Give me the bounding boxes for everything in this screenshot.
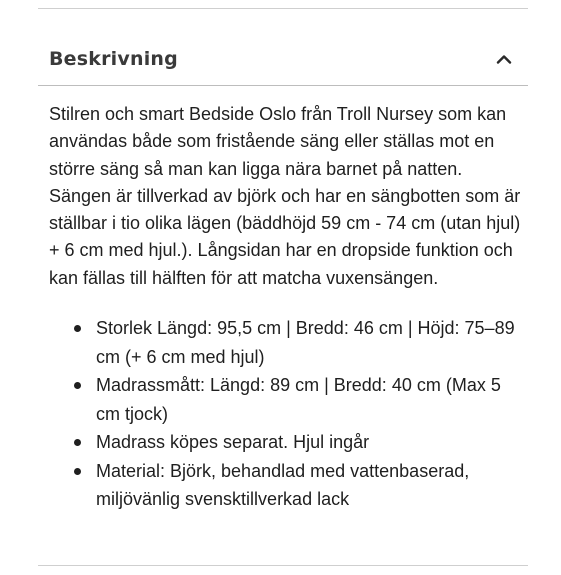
chevron-up-icon-glyph [496,54,512,64]
spec-list-item [49,371,529,428]
spec-text: Material: Björk, behandlad med vattenbaserad, miljövänlig svensktillverkad lack [96,460,470,510]
spec-list-item [49,457,529,514]
spec-text: Madrass köpes separat. Hjul ingår [96,432,370,453]
spec-text: Madrassmått: Längd: 89 cm | Bredd: 40 cm (Max 5 cm tjock) [96,375,501,424]
spec-list-item [49,314,529,371]
bottom-divider [38,565,528,566]
description-accordion-header[interactable] [38,36,528,86]
spec-text: Storlek Längd: 95,5 cm | Bredd: 46 cm | Höjd: 75–89 cm (+ 6 cm med hjul) [96,318,515,367]
description-text: Stilren och smart Bedside Oslo från Troll Nursey som kan användas både som fristående säng eller ställas mot en större säng så man kan ligga nära barnet på natten. Sängen är tillverkad av björk och har en sängbotten som är ställbar i tio olika lägen (bäddhöjd 59 cm - 74 cm (utan hjul) + 6 cm med hjul.). Långsidan har en dropside funktion och kan fällas till hälften för att matcha vuxensängen. [49,104,521,288]
chevron-up-icon[interactable] [494,49,514,73]
accordion-title: Beskrivning [49,47,178,70]
bullet-icon [74,382,81,389]
bullet-icon [74,468,81,475]
bullet-icon [74,439,81,446]
spec-list [49,314,529,514]
top-divider [38,8,528,9]
accordion-content [49,101,529,514]
spec-list-item [49,428,529,457]
bullet-icon [74,325,81,332]
